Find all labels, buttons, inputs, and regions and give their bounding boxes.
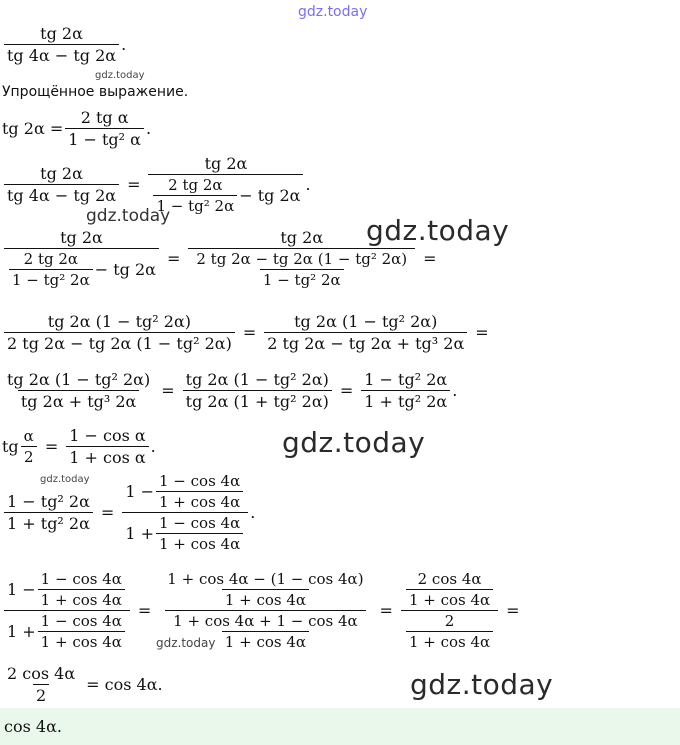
numerator: 1 + cos 4α + 1 − cos 4α bbox=[173, 612, 358, 630]
denominator: 1 + tg² 2α bbox=[361, 390, 450, 411]
denominator: tg 2α + tg³ 2α bbox=[18, 390, 139, 411]
numerator bbox=[401, 570, 498, 610]
period: . bbox=[150, 437, 156, 456]
one-minus: 1 − bbox=[7, 580, 36, 599]
equals: = bbox=[137, 601, 152, 620]
fraction bbox=[361, 370, 450, 411]
denominator: 1 + cos 4α bbox=[406, 589, 493, 609]
equals: = bbox=[166, 249, 181, 268]
denominator bbox=[148, 174, 303, 215]
denominator bbox=[4, 610, 130, 651]
inner-fraction bbox=[156, 514, 243, 553]
equals: = bbox=[242, 323, 257, 342]
numerator: 1 − tg² 2α bbox=[7, 492, 90, 511]
numerator: 1 − tg² 2α bbox=[364, 370, 448, 389]
equals: = bbox=[127, 175, 141, 194]
watermark-top: gdz.today bbox=[298, 4, 368, 20]
numerator bbox=[159, 570, 371, 610]
period: . bbox=[121, 35, 127, 54]
equals: = bbox=[339, 381, 354, 400]
denominator: 1 − tg² 2α bbox=[153, 195, 237, 215]
numerator: 1 + cos 4α − (1 − cos 4α) bbox=[167, 570, 364, 588]
fraction bbox=[66, 426, 148, 467]
denominator: 2 bbox=[21, 446, 37, 466]
step-4 bbox=[2, 370, 457, 411]
step-7 bbox=[2, 664, 163, 705]
denominator bbox=[165, 610, 366, 651]
watermark-big: gdz.today bbox=[410, 668, 554, 701]
step-5 bbox=[2, 472, 255, 553]
result: = cos 4α. bbox=[86, 675, 163, 694]
numerator bbox=[4, 570, 130, 610]
fraction bbox=[4, 228, 159, 289]
inner-fraction bbox=[9, 250, 93, 289]
fraction bbox=[188, 228, 415, 289]
numerator: 1 − cos 4α bbox=[40, 570, 122, 588]
inner-fraction bbox=[153, 176, 237, 215]
step-3 bbox=[2, 312, 495, 353]
step-2 bbox=[2, 228, 443, 289]
equals: = bbox=[161, 381, 175, 400]
step-1 bbox=[2, 154, 311, 215]
equals: = bbox=[44, 437, 59, 456]
fraction bbox=[148, 154, 303, 215]
numerator: 2 tg 2α bbox=[23, 250, 79, 268]
denominator: 2 tg 2α − tg 2α + tg³ 2α bbox=[264, 332, 467, 353]
fraction bbox=[122, 472, 248, 553]
inner-fraction bbox=[170, 612, 361, 651]
fraction bbox=[4, 164, 119, 205]
equals: = bbox=[423, 249, 437, 268]
answer-text: cos 4α. bbox=[4, 717, 62, 736]
numerator: 1 − cos 4α bbox=[159, 514, 241, 532]
denominator: 1 − tg² 2α bbox=[9, 269, 93, 289]
denominator bbox=[122, 512, 248, 553]
inner-fraction bbox=[406, 570, 493, 609]
numerator: 1 − cos 4α bbox=[40, 612, 122, 630]
numerator bbox=[122, 472, 248, 512]
tail: − tg 2α bbox=[94, 260, 156, 279]
numerator: tg 2α bbox=[204, 154, 248, 173]
fraction bbox=[4, 24, 119, 65]
watermark-small: gdz.today bbox=[40, 474, 90, 485]
denominator bbox=[4, 248, 159, 289]
equals: = bbox=[379, 601, 393, 620]
inner-fraction bbox=[38, 570, 125, 609]
denominator: 1 + cos 4α bbox=[406, 631, 493, 651]
denominator: 1 + cos 4α bbox=[156, 491, 243, 511]
period: . bbox=[250, 503, 256, 522]
lhs: tg bbox=[2, 437, 19, 456]
numerator: tg 2α (1 − tg² 2α) bbox=[7, 370, 151, 389]
numerator: tg 2α bbox=[40, 24, 83, 43]
numerator: 2 cos 4α bbox=[417, 570, 482, 588]
problem-expression bbox=[2, 24, 126, 65]
denominator: 2 tg 2α − tg 2α (1 − tg² 2α) bbox=[4, 332, 235, 353]
lhs: tg 2α = bbox=[2, 119, 64, 138]
one-plus: 1 + bbox=[7, 622, 36, 641]
numerator: 2 tg α bbox=[80, 108, 129, 127]
inner-fraction bbox=[38, 612, 125, 651]
identity-half-angle bbox=[2, 426, 156, 467]
watermark-small: gdz.today bbox=[95, 70, 145, 81]
fraction bbox=[4, 570, 130, 651]
denominator: 1 + cos 4α bbox=[38, 631, 125, 651]
numerator: 2 bbox=[444, 612, 455, 630]
one-plus: 1 + bbox=[125, 524, 154, 543]
numerator: tg 2α (1 − tg² 2α) bbox=[185, 370, 329, 389]
denominator: tg 2α (1 + tg² 2α) bbox=[183, 390, 332, 411]
inner-fraction bbox=[156, 472, 243, 511]
denominator: 2 bbox=[33, 684, 49, 705]
fraction bbox=[4, 312, 235, 353]
denominator bbox=[188, 248, 415, 289]
one-minus: 1 − bbox=[125, 482, 154, 501]
denominator: 1 − tg² 2α bbox=[260, 269, 344, 289]
denominator: tg 4α − tg 2α bbox=[4, 184, 119, 205]
numerator: 2 cos 4α bbox=[7, 664, 76, 683]
numerator: 1 − cos α bbox=[69, 426, 146, 445]
identity-double-angle bbox=[2, 108, 151, 149]
numerator: α bbox=[23, 427, 34, 445]
period: . bbox=[452, 381, 458, 400]
denominator: 1 + cos 4α bbox=[38, 589, 125, 609]
fraction bbox=[401, 570, 498, 651]
numerator: tg 2α (1 − tg² 2α) bbox=[47, 312, 192, 331]
tail: − tg 2α bbox=[239, 186, 301, 205]
denominator bbox=[401, 610, 498, 651]
denominator: 1 + tg² 2α bbox=[4, 512, 93, 533]
period: . bbox=[145, 119, 152, 138]
watermark-big: gdz.today bbox=[282, 426, 426, 459]
denominator: 1 − tg² α bbox=[65, 128, 144, 149]
denominator: tg 4α − tg 2α bbox=[4, 44, 119, 65]
angle-fraction bbox=[21, 427, 37, 466]
numerator: 2 tg 2α bbox=[168, 176, 223, 194]
equals: = bbox=[475, 323, 489, 342]
numerator: tg 2α (1 − tg² 2α) bbox=[294, 312, 438, 331]
numerator: tg 2α bbox=[40, 164, 83, 183]
equals: = bbox=[100, 503, 115, 522]
denominator: 1 + cos 4α bbox=[156, 533, 243, 553]
numerator: 1 − cos 4α bbox=[159, 472, 241, 490]
fraction bbox=[65, 108, 144, 149]
watermark-mid: gdz.today bbox=[86, 206, 171, 226]
heading: Упрощённое выражение. bbox=[2, 84, 189, 100]
period: . bbox=[305, 175, 311, 194]
fraction bbox=[4, 370, 153, 411]
numerator: tg 2α bbox=[60, 228, 103, 247]
numerator: tg 2α bbox=[280, 228, 324, 247]
answer-box bbox=[0, 708, 680, 745]
denominator: 1 + cos α bbox=[66, 446, 148, 467]
watermark-big: gdz.today bbox=[366, 214, 510, 247]
fraction bbox=[159, 570, 371, 651]
fraction bbox=[264, 312, 467, 353]
watermark-small: gdz.today bbox=[156, 636, 216, 650]
equals: = bbox=[506, 601, 520, 620]
fraction bbox=[183, 370, 332, 411]
numerator: 2 tg 2α − tg 2α (1 − tg² 2α) bbox=[196, 250, 408, 268]
denominator: 1 + cos 4α bbox=[222, 631, 309, 651]
inner-fraction bbox=[406, 612, 493, 651]
denominator: 1 + cos 4α bbox=[222, 589, 309, 609]
inner-fraction bbox=[164, 570, 366, 609]
fraction bbox=[4, 664, 78, 705]
step-6 bbox=[2, 570, 526, 651]
inner-fraction bbox=[193, 250, 410, 289]
fraction bbox=[4, 492, 93, 533]
